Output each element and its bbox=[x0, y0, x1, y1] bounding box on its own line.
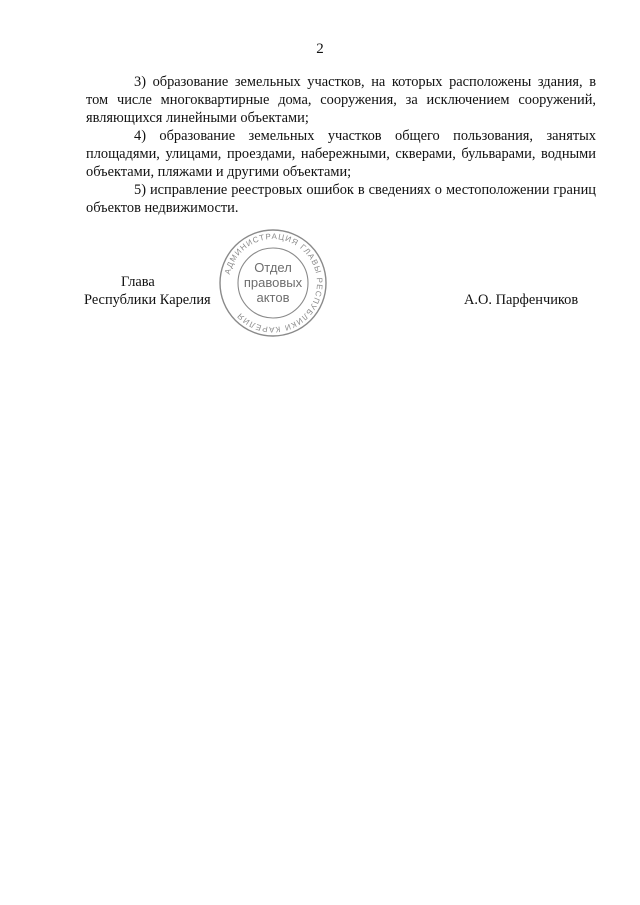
stamp-ring-text: АДМИНИСТРАЦИЯ ГЛАВЫ РЕСПУБЛИКИ КАРЕЛИЯ bbox=[222, 231, 325, 335]
stamp-center-text bbox=[218, 260, 328, 305]
signatory-name: А.О. Парфенчиков bbox=[464, 292, 579, 308]
list-item-4: 4) образование земельных участков общего пользования, занятых площадями, улицами, проездами, набережными, скверами, бульварами, водными объектами, пляжами и другими объектами; bbox=[86, 128, 596, 180]
stamp-line-2: правовых bbox=[243, 275, 303, 290]
signatory-title-line2: Республики Карелия bbox=[84, 292, 211, 308]
document-body bbox=[86, 73, 596, 217]
list-item-3: 3) образование земельных участков, на которых расположены здания, в том числе многоквартирные дома, сооружения, за исключением сооружений, являющихся линейными объектами; bbox=[86, 74, 596, 126]
signatory-title-line1: Глава bbox=[121, 274, 155, 290]
stamp-line-1: Отдел bbox=[254, 260, 292, 275]
list-item-5: 5) исправление реестровых ошибок в сведениях о местоположении границ объектов недвижимости. bbox=[86, 182, 596, 216]
page-number: 2 bbox=[316, 41, 324, 57]
official-stamp bbox=[218, 228, 328, 338]
stamp-line-3: актов bbox=[256, 290, 290, 305]
